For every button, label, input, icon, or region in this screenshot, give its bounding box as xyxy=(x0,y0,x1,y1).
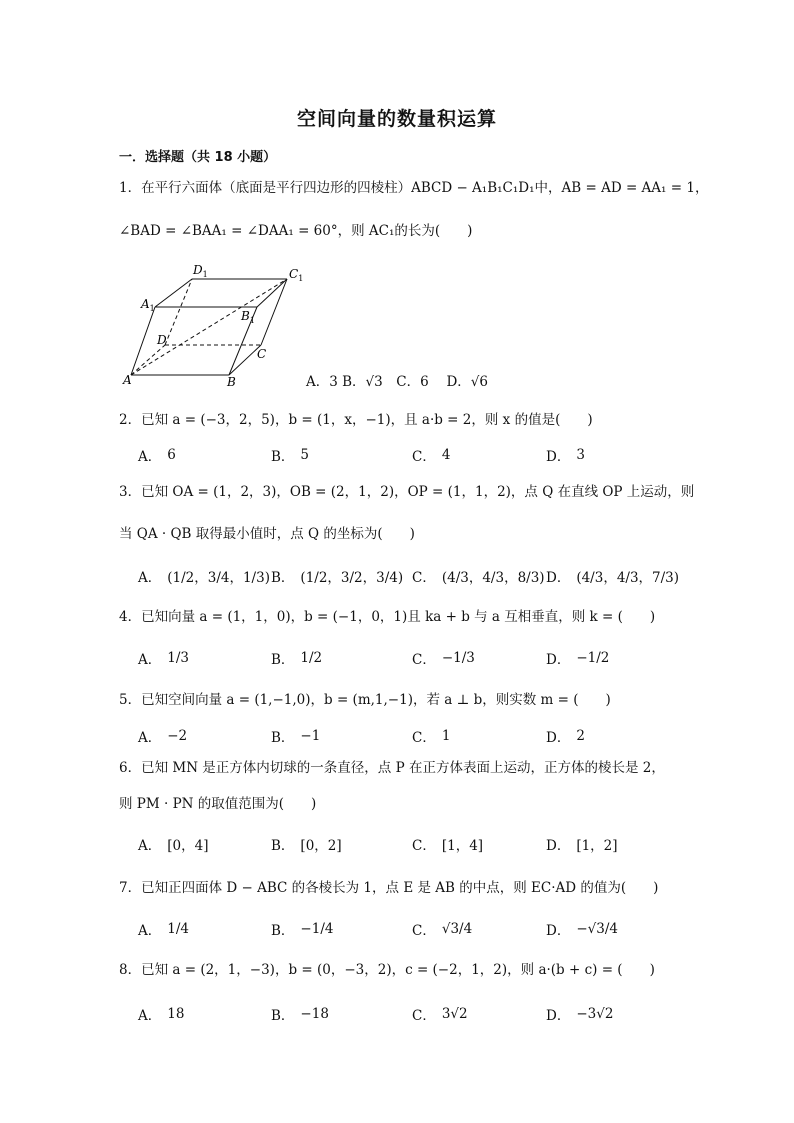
question-4-line: 4．已知向量 a = (1，1，0)，b = (−1，0，1)且 ka + b 与 a 互相垂直，则 k = ( ) xyxy=(119,609,656,625)
question-7-line: 7．已知正四面体 D − ABC 的各棱长为 1，点 E 是 AB 的中点，则 EC·AD 的值为( ) xyxy=(119,880,659,896)
question-6-line-2: 则 PM · PN 的取值范围为( ) xyxy=(119,796,317,812)
question-1-line-2: ∠BAD = ∠BAA₁ = ∠DAA₁ = 60°，则 AC₁的长为( ) xyxy=(119,223,473,239)
label-d1: $D_1$ xyxy=(193,263,208,279)
option-a[interactable]: A． 1/3 xyxy=(138,650,189,668)
option-a[interactable]: A． 6 xyxy=(138,447,176,465)
label-c: C xyxy=(257,347,267,361)
question-1-options: A．3 B．√3 C．6 D．√6 xyxy=(306,374,488,390)
parallelepiped-diagram xyxy=(119,258,309,390)
option-b[interactable]: B． [0，2] xyxy=(271,838,342,854)
label-c1: $C_1$ xyxy=(289,267,304,283)
label-d: D xyxy=(157,333,167,347)
option-b[interactable]: B． −18 xyxy=(271,1006,329,1024)
question-4-options xyxy=(138,638,698,678)
question-5-line: 5．已知空间向量 a = (1,−1,0)，b = (m,1,−1)，若 a ⊥ b，则实数 m = ( ) xyxy=(119,692,611,708)
question-2-options xyxy=(138,435,698,475)
option-b[interactable]: B． 1/2 xyxy=(271,650,323,668)
option-c[interactable]: C． (4/3，4/3，8/3) xyxy=(412,570,545,586)
option-d[interactable]: D． 3 xyxy=(546,447,585,465)
question-8-line: 8．已知 a = (2，1，−3)，b = (0，−3，2)，c = (−2，1，2)，则 a·(b + c) = ( ) xyxy=(119,962,655,978)
section-heading: 一．选择题（共 18 小题） xyxy=(119,150,277,165)
option-a[interactable]: A． 1/4 xyxy=(138,921,189,939)
option-d[interactable]: D． −√3/4 xyxy=(546,921,618,939)
question-1-line-1: 1．在平行六面体（底面是平行四边形的四棱柱）ABCD − A₁B₁C₁D₁中，AB = AD = AA₁ = 1， xyxy=(119,180,709,196)
question-6-line-1: 6．已知 MN 是正方体内切球的一条直径，点 P 在正方体表面上运动，正方体的棱长是 2， xyxy=(119,760,665,776)
option-c[interactable]: C． √3/4 xyxy=(412,921,473,939)
question-5-options xyxy=(138,716,698,756)
question-3-options xyxy=(138,556,698,596)
option-a[interactable]: A． (1/2，3/4，1/3) xyxy=(138,570,270,586)
edge-cc1 xyxy=(261,279,287,345)
question-7-options xyxy=(138,909,698,949)
option-d[interactable]: D． 2 xyxy=(546,728,585,746)
option-d[interactable]: D． −1/2 xyxy=(546,650,610,668)
label-b1: $B_1$ xyxy=(241,309,255,325)
option-c[interactable]: C． 4 xyxy=(412,447,451,465)
label-a: A xyxy=(123,373,132,387)
option-c[interactable]: C． −1/3 xyxy=(412,650,475,668)
label-a1: $A_1$ xyxy=(141,297,155,313)
option-c[interactable]: C． 1 xyxy=(412,728,451,746)
option-d[interactable]: D． (4/3，4/3，7/3) xyxy=(546,570,680,586)
option-b[interactable]: B． −1 xyxy=(271,728,321,746)
question-2-line: 2．已知 a = (−3，2，5)，b = (1，x，−1)，且 a·b = 2，则 x 的值是( ) xyxy=(119,412,593,428)
option-c[interactable]: C． [1，4] xyxy=(412,838,484,854)
page-title: 空间向量的数量积运算 xyxy=(296,108,497,130)
question-3-line-2: 当 QA · QB 取得最小值时，点 Q 的坐标为( ) xyxy=(119,526,415,542)
parallelepiped-figure xyxy=(119,258,309,390)
option-d[interactable]: D． [1，2] xyxy=(546,838,618,854)
option-b[interactable]: B． 5 xyxy=(271,447,310,465)
option-b[interactable]: B． −1/4 xyxy=(271,921,334,939)
option-d[interactable]: D． −3√2 xyxy=(546,1006,614,1024)
question-3-line-1: 3．已知 OA = (1，2，3)，OB = (2，1，2)，OP = (1，1，2)，点 Q 在直线 OP 上运动，则 xyxy=(119,484,695,500)
edge-b1c1 xyxy=(257,279,287,307)
option-a[interactable]: A． 18 xyxy=(138,1006,185,1024)
option-a[interactable]: A． −2 xyxy=(138,728,188,746)
label-b: B xyxy=(227,375,236,389)
option-b[interactable]: B． (1/2，3/2，3/4) xyxy=(271,570,404,586)
option-c[interactable]: C． 3√2 xyxy=(412,1006,468,1024)
option-a[interactable]: A． [0，4] xyxy=(138,838,209,854)
question-8-options xyxy=(138,994,698,1034)
question-6-options xyxy=(138,824,698,864)
